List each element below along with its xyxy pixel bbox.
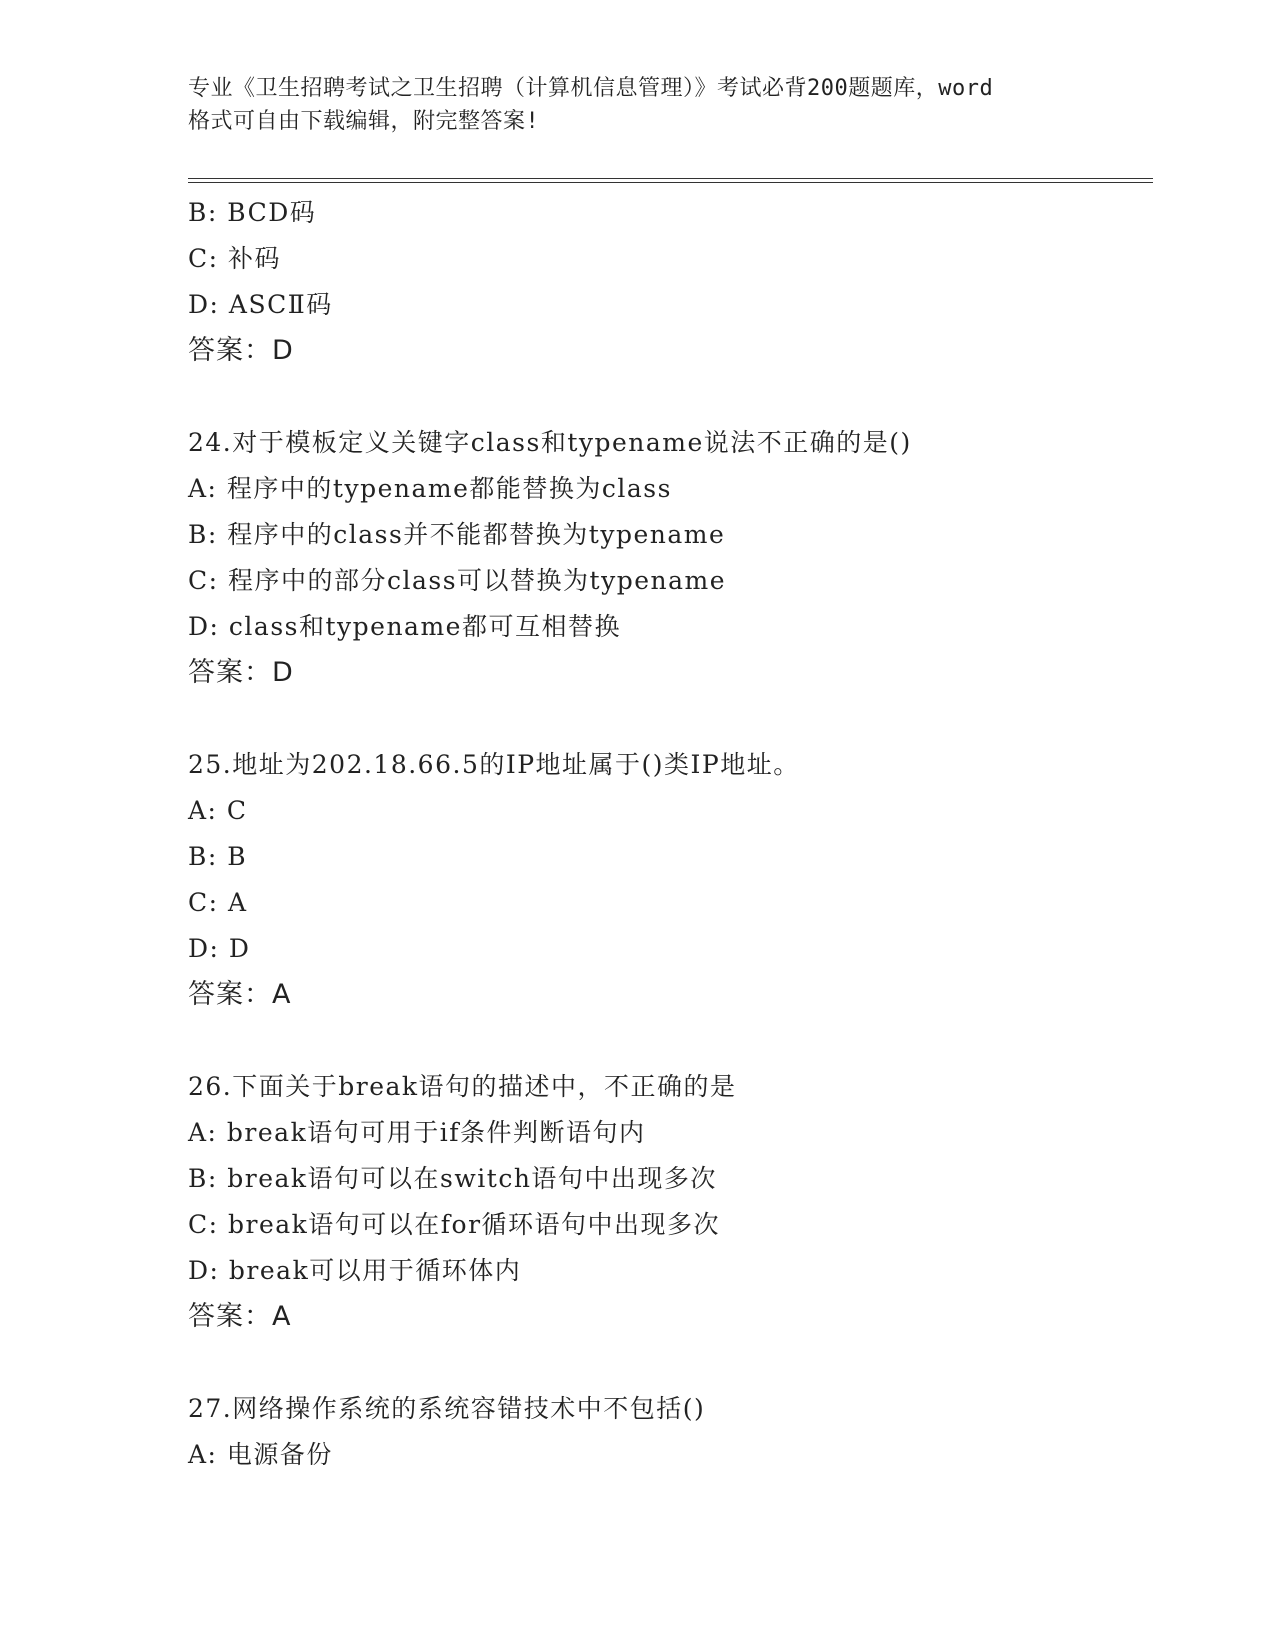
option-a: A: 电源备份	[188, 1440, 333, 1469]
question-list	[188, 190, 1148, 1524]
option-c: C: 补码	[188, 244, 281, 273]
option-b: B: break语句可以在switch语句中出现多次	[188, 1164, 717, 1193]
option-d: D: class和typename都可互相替换	[188, 612, 621, 641]
question-text: 26.下面关于break语句的描述中，不正确的是	[188, 1072, 737, 1101]
option-c: C: break语句可以在for循环语句中出现多次	[188, 1210, 721, 1239]
question-24	[188, 420, 1148, 696]
question-text: 25.地址为202.18.66.5的IP地址属于()类IP地址。	[188, 750, 800, 779]
question-27	[188, 1386, 1148, 1478]
answer: 答案：D	[188, 657, 294, 688]
document-header	[188, 72, 1088, 138]
option-d: D: ASCⅡ码	[188, 290, 333, 319]
answer: 答案：D	[188, 335, 294, 366]
header-line-2: 格式可自由下载编辑，附完整答案!	[188, 109, 540, 134]
header-divider-top	[188, 178, 1153, 179]
question-text: 27.网络操作系统的系统容错技术中不包括()	[188, 1394, 706, 1423]
option-d: D: D	[188, 934, 251, 963]
answer: 答案：A	[188, 1301, 292, 1332]
option-a: A: C	[188, 796, 248, 825]
option-b: B: BCD码	[188, 198, 317, 227]
question-text: 24.对于模板定义关键字class和typename说法不正确的是()	[188, 428, 912, 457]
header-line-1: 专业《卫生招聘考试之卫生招聘（计算机信息管理）》考试必背200题题库，word	[188, 76, 994, 101]
option-a: A: break语句可用于if条件判断语句内	[188, 1118, 646, 1147]
option-d: D: break可以用于循环体内	[188, 1256, 522, 1285]
question-26	[188, 1064, 1148, 1340]
question-25	[188, 742, 1148, 1018]
option-b: B: B	[188, 842, 248, 871]
header-divider-bottom	[188, 182, 1153, 183]
option-c: C: A	[188, 888, 248, 917]
question-23	[188, 190, 1148, 374]
answer: 答案：A	[188, 979, 292, 1010]
option-c: C: 程序中的部分class可以替换为typename	[188, 566, 727, 595]
option-b: B: 程序中的class并不能都替换为typename	[188, 520, 726, 549]
option-a: A: 程序中的typename都能替换为class	[188, 474, 672, 503]
